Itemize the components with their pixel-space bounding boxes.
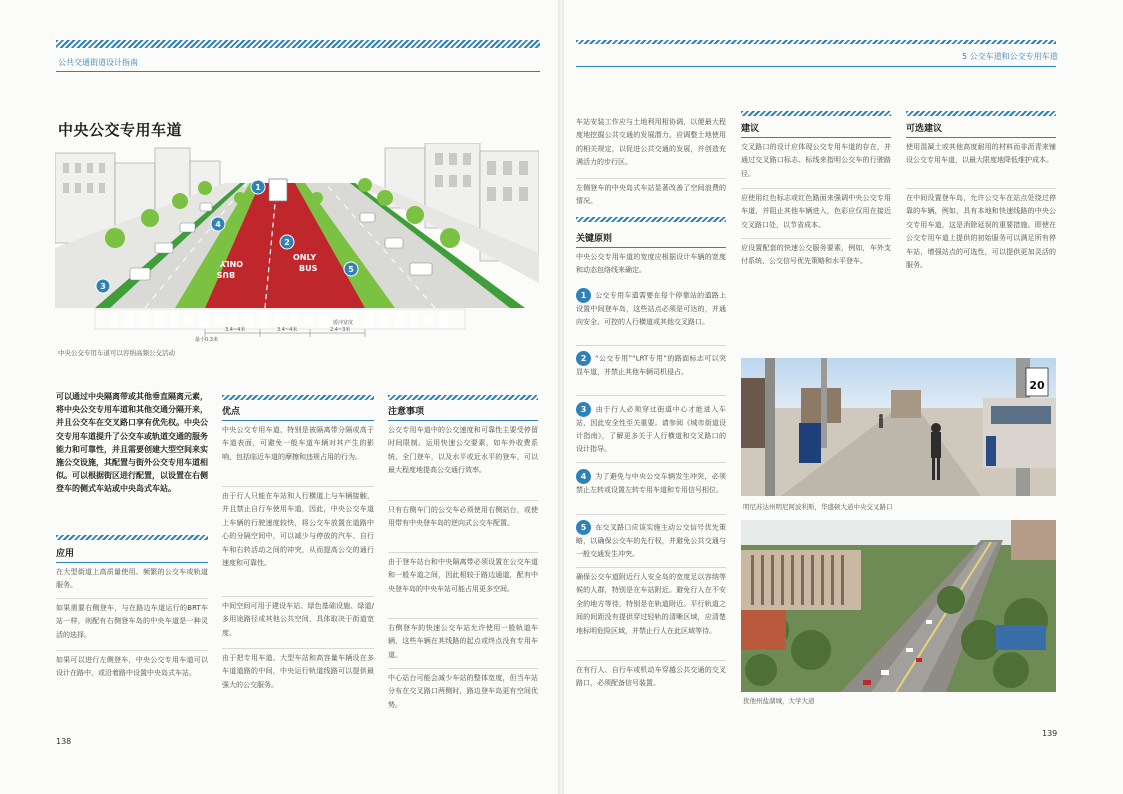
key-principle-5 [576,520,726,561]
illustration-caption: 中央公交专用车道可以容纳高频公交活动 [58,349,175,357]
dim-label-1: 3.4~4米 [225,327,246,333]
running-head-left: 公共交通街道设计指南 [58,58,138,67]
application-paragraph-1: 在大型街道上高质量使用、频繁的公交车或轨道服务。 [56,568,208,590]
key-principle-2 [576,351,726,379]
illustration-marker-1 [251,180,265,194]
divider [576,178,726,179]
book-gutter [558,0,564,794]
svg-text:4: 4 [215,220,221,229]
page-title: 中央公交专用车道 [58,121,183,139]
recommendations-hatch [741,111,891,116]
advantages-rule [222,420,374,421]
application-rule [56,562,208,563]
notes-paragraph-1: 公交专用车道中的公交速度和可靠性主要受停留时间限制。运用快速公交要素，如车外收费系统、全门登车，以及水平或近水平的登车，可以最大程度地提高公交通行效率。 [388,426,538,475]
divider [222,648,374,649]
header-rule-right [576,66,1056,67]
dim-note-buffer: 缓冲宽度 [333,320,354,326]
notes-rule [388,420,538,421]
svg-text:2: 2 [284,238,290,247]
photo-minneapolis-station [741,358,1056,496]
application-heading: 应用 [56,549,75,559]
key-principles-hatch [576,217,726,222]
speed-limit-sign-text: 20 [1029,379,1045,392]
optional-hatch [906,111,1056,116]
divider [741,188,891,189]
road-word-bus-left: BUS [216,270,235,279]
key-principles-intro: 中央公交专用车道的宽度应根据设计车辆的宽度和动态包络线来确定。 [576,253,726,275]
dim-label-2: 3.4~4米 [277,327,298,333]
advantages-paragraph-2: 由于行人只能在车站和人行横道上与车辆接触，并且禁止自行车使用车道，因此，中央公交车道上车辆的行驶速度较快，将公交车放置在道路中心的分隔空间中，可以减少与停放的汽车、自行车和右转活动之间的冲突，从而提高公交的通行速度和可靠性。 [222,492,374,568]
advantages-hatch [222,395,374,400]
running-head-right: 5 公交车道和公交专用车道 [962,52,1058,61]
key-principle-text-5: 在交叉路口应该实施主动公交信号优先策略，以确保公交车的先行权，并避免公共交通与一般交通发生冲突。 [576,523,726,559]
key-principle-number-5: 5 [576,520,591,535]
key-principle-number-2: 2 [576,351,591,366]
header-rule-left [56,71,540,72]
svg-text:5: 5 [348,265,354,274]
advantages-paragraph-1: 中央公交专用车道，特别是被隔离带分隔或高于车道表面，可避免一般车道车辆对其产生的影响，包括临近车道的摩擦和违规占用的行为。 [222,426,374,461]
key-principle-3 [576,402,726,457]
road-word-bus-right: BUS [299,264,318,273]
street-illustration [55,143,539,343]
page-number-left: 138 [56,737,72,746]
recommendations-paragraph-3: 应设置配套的快速公交服务要素，例如，车外支付系统、公交信号优先策略和水平登车。 [741,244,891,266]
divider [576,660,726,661]
advantages-paragraph-3: 中间空间可用于建设车站、绿色基础设施、绿道/多用途路径或其他公共空间，具体取决于街道宽度。 [222,602,374,637]
divider [222,486,374,487]
key-principle-4 [576,469,726,497]
divider [576,514,726,515]
notes-paragraph-4: 右侧登车的快速公交车站允许使用一般轨道车辆，这些车辆在其线路的起点或终点没有专用车道。 [388,624,538,659]
header-hatch-bar-right [576,40,1056,44]
application-paragraph-2: 如果需要右侧登车，与在路边车道运行的BRT车站一样，则配有右侧登车岛的中央车道是一种灵活的选择。 [56,604,208,639]
key-principle-number-1: 1 [576,288,591,303]
notes-hatch [388,395,538,400]
notes-paragraph-3: 由于登车站台和中央隔离带必须设置在公交车道和一般车道之间，因此相较于路边通道，配有中央登车岛的中央车站可能占用更多空间。 [388,558,538,593]
advantages-heading: 优点 [222,407,241,417]
key-principle-text-2: “公交专用”“LRT专用”的路面标志可以突显车道，并禁止其他车辆司机侵占。 [576,354,726,376]
divider [576,345,726,346]
road-word-only-right: ONLY [293,253,317,262]
optional-rule [906,137,1056,138]
application-paragraph-3: 如果可以进行左侧登车，中央公交专用车道可以设计在路中，或沿着路中设置中央岛式车站。 [56,656,208,678]
key-principles-rule [576,247,726,248]
notes-heading: 注意事项 [388,407,425,417]
divider [576,567,726,568]
key-principle-text-3: 由于行人必须穿过街道中心才能进入车站，因此安全性至关重要。请参阅《城市街道设计指南》，了解更多关于人行横道和交叉路口的设计指导。 [576,405,726,454]
page-number-right: 139 [1042,729,1058,738]
photo-salt-lake-city [741,520,1056,692]
recommendations-heading: 建议 [741,124,760,134]
photo2-caption: 犹他州盐湖城，大学大道 [743,697,815,705]
key-principles-heading: 关键原则 [576,234,613,244]
dim-label-3: 2.4~3米 [330,327,351,333]
divider [576,462,726,463]
notes-paragraph-5: 中心站台可能会减少车站的整体宽度，但当车站分布在交叉路口两侧时，路边登车岛更有空间优势。 [388,674,538,709]
divider [388,668,538,669]
divider [906,188,1056,189]
key-principle-text-4: 为了避免与中央公交车辆发生冲突，必须禁止左转或设置左转专用车道和专用信号相位。 [576,472,726,494]
divider [388,500,538,501]
illustration-marker-2 [280,235,294,249]
station-land-use-paragraph: 车站安装工作应与土地利用相协调，以便最大程度地挖掘公共交通的发展潜力。应调整土地使用的相关规定，以促进公共交通的发展，并创造充满活力的步行区。 [576,118,726,167]
left-boarding-paragraph: 左侧登车的中央岛式车站显著改善了空间浪费的情况。 [576,184,726,206]
divider [576,395,726,396]
illustration-marker-3 [96,279,110,293]
key-principles-after-2: 在有行人、自行车或机动车穿越公共交通的交叉路口，必须配备信号装置。 [576,666,726,688]
advantages-paragraph-4: 由于把专用车道、大型车站和高容量车辆设在多车道道路的中间，中央运行轨道线路可以提供最强大的公交服务。 [222,654,374,689]
svg-text:3: 3 [100,282,106,291]
key-principle-number-4: 4 [576,469,591,484]
divider [388,618,538,619]
svg-text:1: 1 [255,183,261,192]
recommendations-paragraph-1: 交叉路口的设计应体现公交专用车道的存在，并通过交叉路口标志、标线来指明公交车的行驶路径。 [741,143,891,178]
key-principle-text-1: 公交专用车道需要在每个停靠站的道路上设置中间登车岛，这些站点必须是可达的，并通向安全、可控的人行横道或其他交叉路口。 [576,291,726,327]
recommendations-rule [741,137,891,138]
photo1-caption: 明尼苏达州明尼阿波利斯，华盛顿大道中央交叉路口 [743,503,893,511]
illustration-marker-4 [211,217,225,231]
optional-paragraph-1: 使用混凝土或其他高度耐用的材料而非沥青来铺设公交专用车道，以最大限度地降低维护成本。 [906,143,1056,165]
divider [222,596,374,597]
illustration-marker-5 [344,262,358,276]
road-word-only-left: ONLY [219,259,243,268]
optional-heading: 可选建议 [906,124,943,134]
dim-note-min: 最小0.3米 [195,337,218,343]
application-hatch [56,535,208,540]
notes-paragraph-2: 只有右侧车门的公交车必须使用右侧站台，或使用带有中央登车岛的逆向式公交车配置。 [388,506,538,528]
key-principle-number-3: 3 [576,402,591,417]
recommendations-paragraph-2: 应使用红色标志或红色路面来强调中央公交专用车道，并阻止其他车辆进入，色彩应仅用在接近交叉路口处，以节省成本。 [741,194,891,229]
divider [56,650,208,651]
key-principle-1 [576,288,726,329]
optional-paragraph-2: 在中间设置登车岛，允许公交车在站点处绕过停靠的车辆，例如，具有本地和快速线路的中央公交专用车道，这是消除延误的重要措施。即使在公交专用车道上提供的初始服务可以满足所有停车站，增强站点的可选性，可以提供更加灵活的服务。 [906,194,1056,270]
header-hatch-bar [56,40,540,48]
key-principles-after-1: 确保公交车道附近行人安全岛的宽度足以容纳等候的人群，特别是在车站附近。避免行人在不安全的地方等待，特别是在轨道附近。平行轨道之间的间距没有提供穿过轻轨的清晰区域，应清楚地标明危险区域，并禁止行人在此区域等待。 [576,573,726,635]
intro-paragraph: 可以通过中央隔离带或其他垂直隔离元素，将中央公交专用车道和其他交通分隔开来，并且公交车在交叉路口享有优先权。中央公交专用车道提升了公交车或轨道交通的服务能力和可靠性，并且需要创建大型空间来实施公交设施，其配置与街外公交专用车道相似。可以根据街区进行配置，以设置在右侧登车的侧式车站或中央岛式车站。 [56,392,208,494]
divider [388,552,538,553]
divider [741,238,891,239]
divider [56,598,208,599]
